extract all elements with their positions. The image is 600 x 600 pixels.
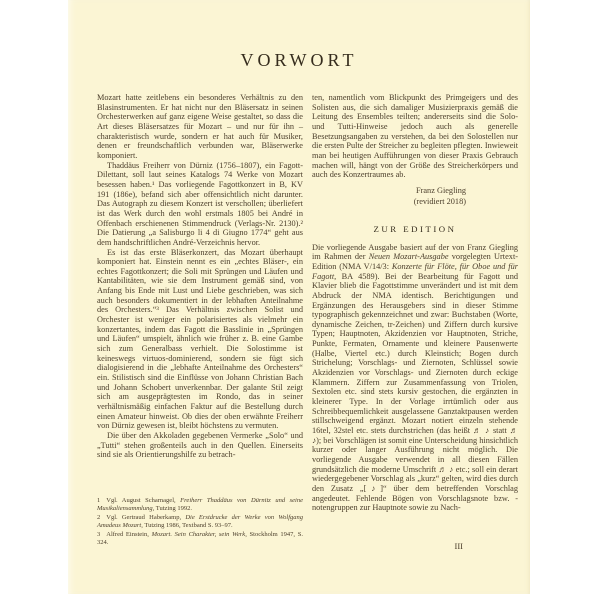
footnote xyxy=(97,497,303,513)
page-title: VORWORT xyxy=(240,50,358,70)
edition-paragraph: Die vorliegende Ausgabe basiert auf der von Franz Giegling im Rahmen der Neuen Mozart-Ausgabe vorgelegten Urtext-Edition (NMA V/14/3: Konzerte für Flöte, für Oboe und für Fagott, BA 4589). Bei der Bearbeitung für Fagott und Klavier blieb die Fagottstimme unverändert und ist mit dem Abdruck der NMA identisch. Berichtigungen und Ergänzungen des Herausgebers sind in dieser Stimme typographisch gekennzeichnet und zwar: Buchstaben (Worte, dynamische Zeichen, tr-Zeichen) und Ziffern durch kursive Typen; Hauptnoten, Akzidenzien vor Hauptnoten, Striche, Punkte, Fermaten, Ornamente und kleinere Pausenwerte (Halbe, Viertel etc.) durch Kleinstich; Bogen durch Strichelung; Vorschlags- und Ziernoten, Schlüssel sowie Akzidenzien vor Vorschlags- und Ziernoten durch eckige Klammern. Ziffern zur Zusammenfassung von Triolen, Sextolen etc. sind stets kursiv gestochen, die ergänzten in kleinerer Type. In der Vorlage irrtümlich oder aus Schreibbequemlichkeit ausgelassene Ganztaktpausen werden stillschweigend ergänzt. Mozart notiert einzeln stehende 16tel, 32stel etc. stets durchstrichen (das heißt ♬ ♪ statt ♬ ♪); bei Vorschlägen ist somit eine Unterscheidung hinsichtlich kurzer oder langer Ausführung nicht möglich. Die vorliegende Ausgabe verwendet in all diesen Fällen grundsätzlich die moderne Umschrift ♬ ♪ etc.; soll ein derart wiedergegebener Vorschlag als „kurz“ gelten, wird dies durch den Zusatz „[♪]“ über dem betreffenden Vorschlag angedeutet. Fehlende Bögen von Vorschlagsnote bzw. -notengruppen zur Hauptnote sowie zu Nach- xyxy=(312,242,519,513)
footnote xyxy=(97,514,303,530)
text-columns xyxy=(97,93,518,513)
footnote xyxy=(97,531,303,547)
body-paragraph: Es ist das erste Bläserkonzert, das Mozart überhaupt komponiert hat. Einstein nennt es ein „echtes Bläser-, ein echtes Fagottkonzert; die Soli mit Sprüngen und Läufen und Kantabilitäten, wie sie dem Instrument gemäß sind, von Anfang bis Ende mit Lust und Liebe geschrieben, was sich auch besonders dokumentiert in der lebhaften Anteilnahme des Orchesters.“³ Das Verhältnis zwischen Solist und Orchester ist weniger ein polarisiertes als vielmehr ein konzertantes, indem das Fagott die Basslinie in „Sprüngen und Läufen“ umspielt, ähnlich wie früher z. B. eine Gambe sich zum Generalbass verhielt. Die Solostimme ist keineswegs virtuos-dominierend, sondern sie fügt sich dialogisierend in die „lebhafte Anteilnahme des Orchesters“ ein. Stilistisch sind die Einflüsse von Johann Christian Bach und Johann Schobert unverkennbar. Der galante Stil zeigt sich am ausgeprägtesten im Rondo, das in seiner verhältnismäßig einfachen Faktur auf die Bestellung durch einen Amateur hinweist. Ob dies der oben erwähnte Freiherr von Dürniz gewesen ist, bleibt höchstens zu vermuten. xyxy=(97,247,303,431)
signature xyxy=(312,185,518,207)
footnote-text: Vgl. Gertraud Haberkamp, Die Erstdrucke der Werke von Wolfgang Amadeus Mozart, Tutzing 1986, Textband S. 93–97. xyxy=(97,513,304,529)
body-paragraph: Mozart hatte zeitlebens ein besonderes Verhältnis zu den Blasinstrumenten. Er hat nicht nur den Bläsersatz in seinen Orchesterwerken auf ganz eigene Weise gestaltet, so dass die Art dieses Bläsersatzes für Mozart – und nur für ihn – charakteristisch wurde, sondern er hat auch für Musiker, denen er freundschaftlich verbunden war, Bläserwerke komponiert. xyxy=(97,93,303,160)
page-number: III xyxy=(454,541,463,551)
footnote-text: Alfred Einstein, Mozart. Sein Charakter, sein Werk, Stockholm 1947, S. 324. xyxy=(97,530,303,546)
footnote-marker: 2 xyxy=(97,513,101,521)
page-sheet xyxy=(68,0,530,594)
section-heading-zur-edition: ZUR EDITION xyxy=(373,223,457,234)
right-column xyxy=(312,93,518,513)
footnotes xyxy=(97,497,303,547)
left-column xyxy=(97,93,303,513)
footnote-text: Vgl. August Scharnagel, Freiherr Thaddäus von Dürnitz und seine Musikaliensammlung, Tutzing 1992. xyxy=(97,497,304,512)
signature-revision-note: (revidiert 2018) xyxy=(413,196,466,206)
footnote-marker: 3 xyxy=(97,530,101,538)
body-paragraph: Die über den Akkoladen gegebenen Vermerke „Solo“ und „Tutti“ stehen großenteils auch in den Quellen. Einerseits sind sie als Orientierungshilfe zu betrach- xyxy=(97,430,303,460)
footnote-marker: 1 xyxy=(97,497,101,504)
signature-name: Franz Giegling xyxy=(415,185,466,195)
body-paragraph: Thaddäus Freiherr von Dürniz (1756–1807), ein Fagott-Dilettant, soll laut seines Katalogs 74 Werke von Mozart besessen haben.¹ Das vorliegende Fagottkonzert in B, KV 191 (186e), befand sich aber offensichtlich nicht darunter. Das Autograph zu diesem Konzert ist verschollen; überliefert ist das Werk durch den wohl erstmals 1805 bei André in Offenbach erschienenen Stimmendruck (Verlags-Nr. 2130).² Die Datierung „a Salisburgo li 4 di Giugno 1774“ geht aus dem handschriftlichen André-Verzeichnis hervor. xyxy=(97,160,303,247)
body-paragraph: ten, namentlich vom Blickpunkt des Primgeigers und des Solisten aus, die sich damaliger Musizierpraxis gemäß die Leitung des Ensembles teilten; andererseits sind die Solo- und Tutti-Hinweise jedoch auch als generelle Besetzungsangaben zu verstehen, da bei den Solostellen nur die ersten Pulte der Streicher zu begleiten pflegten. Inwieweit man bei heutigen Aufführungen von dieser Praxis Gebrauch machen will, hängt von der Größe des Streicherkörpers und auch des Konzertraumes ab. xyxy=(312,93,518,180)
